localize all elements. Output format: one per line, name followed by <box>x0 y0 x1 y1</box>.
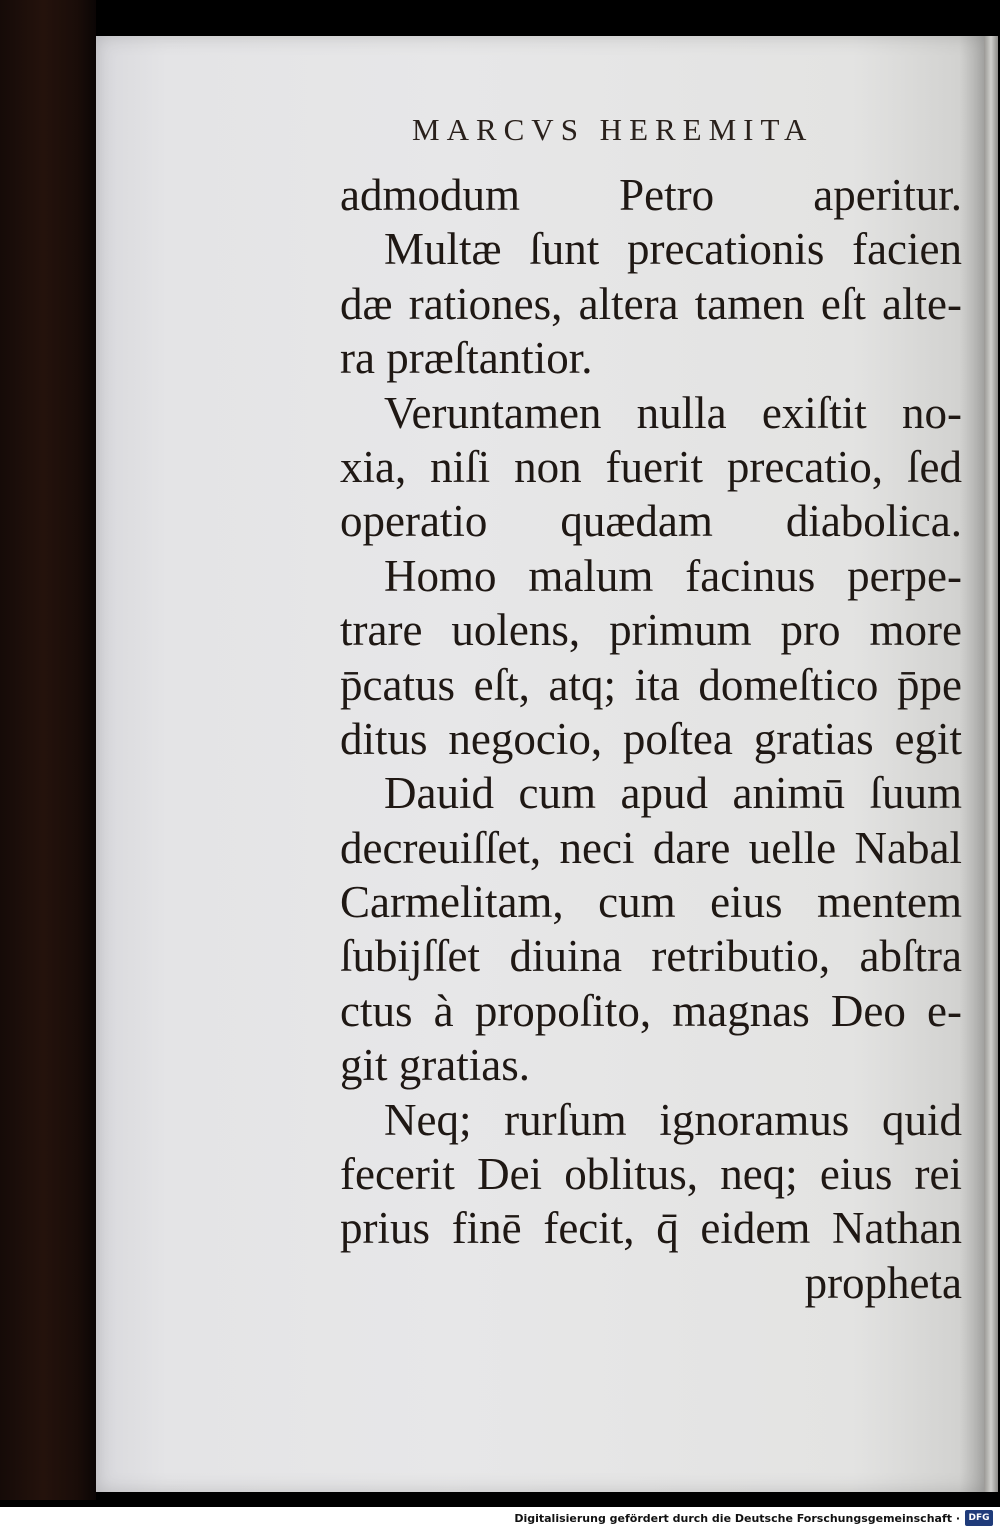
text-line: Carmelitam, cum eius mentem <box>340 877 962 928</box>
catchword: propheta <box>804 1257 962 1308</box>
dfg-logo: DFG <box>965 1510 993 1526</box>
text-line: p̄catus eſt, atq; ita domeſtico p̄pe <box>340 659 962 710</box>
book-binding <box>0 0 96 1500</box>
text-line: ra præſtantior. <box>340 333 593 384</box>
text-line: Dauid cum apud animū ſuum <box>384 768 962 819</box>
text-line: xia, niſi non fuerit precatio, ſed <box>340 441 962 492</box>
text-line: operatio quædam diabolica. <box>340 496 963 547</box>
text-line: ctus à propoſito, magnas Deo e- <box>340 985 962 1036</box>
text-line: ſubijſſet diuina retributio, abſtra <box>340 931 962 982</box>
text-line: Neq; rurſum ignoramus quid <box>384 1094 962 1145</box>
text-line: Veruntamen nulla exiſtit no- <box>384 387 962 438</box>
text-line: admodum Petro aperitur. <box>340 170 962 220</box>
text-line: dæ rationes, altera tamen eſt alte- <box>340 278 962 329</box>
text-line: fecerit Dei oblitus, neq; eius rei <box>340 1149 963 1200</box>
text-line: decreuiſſet, neci dare uelle Nabal <box>340 822 962 873</box>
text-line: prius finē fecit, q̄ eidem Nathan <box>340 1203 962 1254</box>
text-line: git gratias. <box>340 1040 530 1091</box>
text-line: Multæ ſunt precationis facien <box>384 224 962 275</box>
text-line: ditus negocio, poſtea gratias egit <box>340 713 962 764</box>
page-edge <box>984 36 998 1492</box>
funding-credit: Digitalisierung gefördert durch die Deutsche Forschungsgemeinschaft · <box>514 1512 960 1525</box>
text-line: trare uolens, primum pro more <box>340 605 962 656</box>
running-head: MARCVS HEREMITA <box>412 112 814 147</box>
body-text <box>340 168 962 1310</box>
text-line: Homo malum facinus perpe- <box>384 550 963 601</box>
